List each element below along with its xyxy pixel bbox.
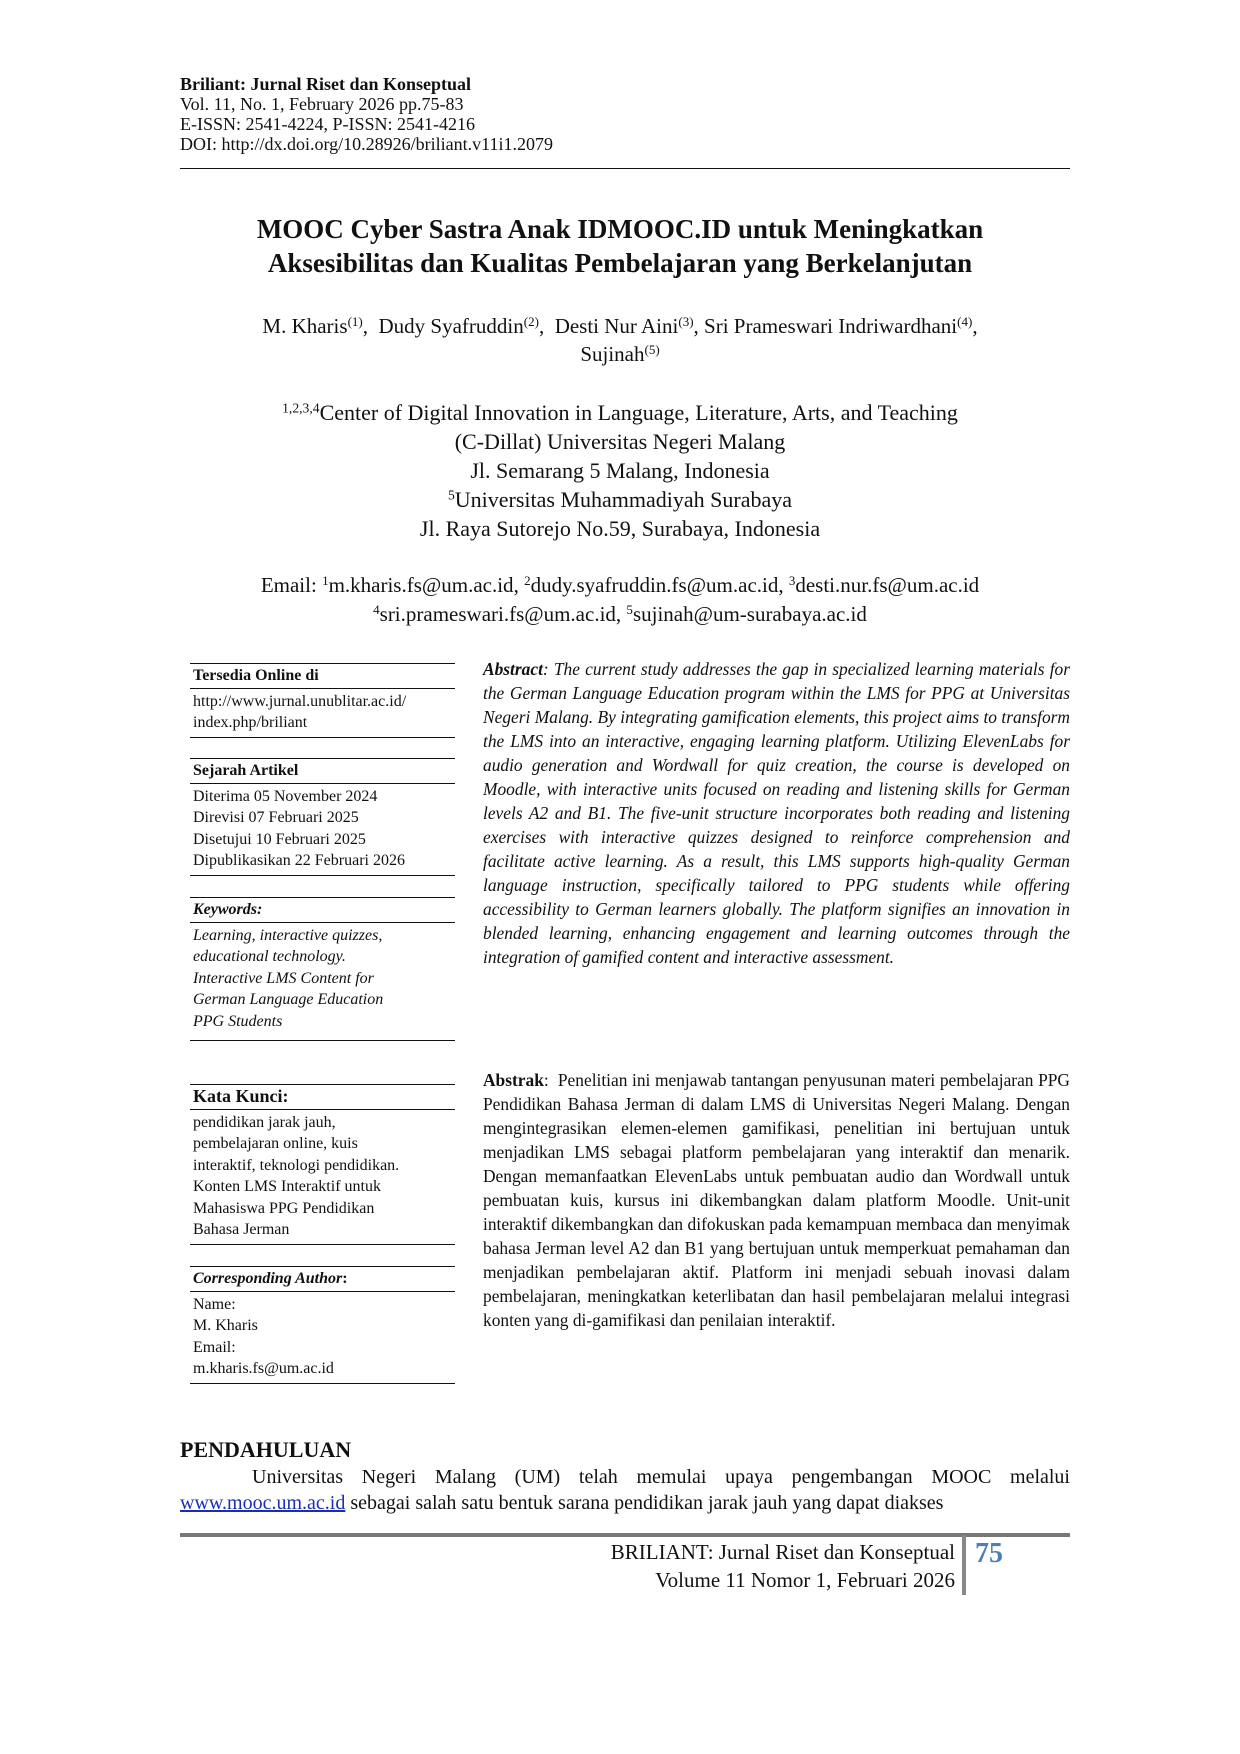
affiliation-line: Center of Digital Innovation in Language, Literature, Arts, and Teaching xyxy=(319,400,958,425)
abstract-label: Abstract xyxy=(483,659,543,679)
abstract-indonesian xyxy=(483,1068,1075,1332)
email-mark: 5 xyxy=(626,601,633,617)
corresponding-label: Corresponding Author xyxy=(193,1270,343,1287)
intro-text: Universitas Negeri Malang (UM) telah memulai upaya pengembangan MOOC melalui xyxy=(252,1466,1075,1488)
intro-text: sebagai salah satu bentuk sarana pendidikan jarak jauh yang dapat diakses xyxy=(345,1492,944,1514)
section-heading: PENDAHULUAN xyxy=(180,1437,352,1462)
issn-line: E-ISSN: 2541-4224, P-ISSN: 2541-4216 xyxy=(180,114,476,134)
author-sep: , xyxy=(538,314,555,338)
sidebar-kata-kunci-heading: Kata Kunci: xyxy=(190,1084,455,1110)
keyword-line: educational technology. xyxy=(193,948,346,965)
header-rule xyxy=(180,168,1070,169)
email-address: sujinah@um-surabaya.ac.id xyxy=(632,602,867,626)
author-mark: (1) xyxy=(347,313,363,329)
sidebar-keywords xyxy=(190,897,455,1041)
author-name: Dudy Syafruddin xyxy=(378,314,524,338)
journal-url: http://www.jurnal.unublitar.ac.id/ xyxy=(193,692,407,710)
email-mark: 4 xyxy=(373,601,380,617)
email-address: m.kharis.fs@um.ac.id xyxy=(328,573,514,597)
sidebar-corresponding-author xyxy=(190,1266,455,1384)
abstrak-text: : Penelitian ini menjawab tantangan penyusunan materi pembelajaran PPG Pendidikan Bahasa Jerman di dalam LMS di Universitas Negeri Malang. Dengan mengintegrasikan elemen-elemen gamifikasi, penelitian ini bertujuan untuk menjadikan LMS sebagai platform pembelajaran yang interaktif dan menarik. Dengan memanfaatkan ElevenLabs untuk pembuatan audio dan Wordwall untuk pembuatan kuis, kursus ini dikembangkan dalam platform Moodle. Unit-unit interaktif dikembangkan dan difokuskan pada kemampuan membaca dan menyimak bahasa Jerman level A2 dan B1 yang bertujuan untuk memperkuat pemahaman dan menjadikan pembelajaran aktif. Platform ini menjadi sebuah inovasi dalam pembelajaran, meningkatkan keterlibatan dan hasil pembelajaran melalui integrasi konten yang di-gamifikasi dan penilaian interaktif. xyxy=(483,1070,1075,1330)
author-mark: (5) xyxy=(644,341,660,357)
footer-line: BRILIANT: Jurnal Riset dan Konseptual xyxy=(610,1540,955,1564)
volume-line: Vol. 11, No. 1, February 2026 pp.75-83 xyxy=(180,94,464,114)
sidebar-online-body xyxy=(190,689,455,738)
sidebar-corresponding-heading xyxy=(190,1266,455,1292)
affiliation-line: Jl. Raya Sutorejo No.59, Surabaya, Indonesia xyxy=(419,516,821,541)
kata-kunci-line: Mahasiswa PPG Pendidikan xyxy=(193,1199,375,1217)
kata-kunci-line: Bahasa Jerman xyxy=(193,1221,290,1238)
kata-kunci-line: interaktif, teknologi pendidikan. xyxy=(193,1156,400,1174)
abstrak-label: Abstrak xyxy=(483,1070,544,1090)
abstract-text: : The current study addresses the gap in specialized learning materials for the German Language Education program within the LMS for PPG at Universitas Negeri Malang. By integrating gamification elements, this project aims to transform the LMS into an interactive, engaging learning platform. Utilizing ElevenLabs for audio generation and Wordwall for quiz creation, the course is developed on Moodle, with interactive units focused on reading and listening skills for German levels A2 and B1. The five-unit structure incorporates both reading and listening exercises with interactive quizzes designed to reinforce comprehension and facilitate active learning. As a result, this LMS supports high-quality German language instruction, specifically tailored to PPG students while offering accessibility to German learners globally. The platform signifies an innovation in blended learning, enhancing engagement and learning outcomes through the integration of gamified content and interactive assessment. xyxy=(483,659,1070,967)
author-name: Sri Prameswari Indriwardhani xyxy=(704,314,958,338)
paper-title-line-1: MOOC Cyber Sastra Anak IDMOOC.ID untuk Meningkatkan xyxy=(256,214,984,244)
email-address: desti.nur.fs@um.ac.id xyxy=(795,573,980,597)
sidebar-online xyxy=(190,663,455,738)
email-mark: 2 xyxy=(524,572,531,588)
author-name: M. Kharis xyxy=(262,314,348,338)
history-item: Diterima 05 November 2024 xyxy=(193,787,378,805)
email-label: Email: xyxy=(260,573,323,597)
abstract-english xyxy=(483,657,1070,969)
kata-kunci-line: pembelajaran online, kuis xyxy=(193,1135,358,1152)
author-list xyxy=(160,312,1080,368)
affiliations xyxy=(160,398,1080,543)
email-mark: 3 xyxy=(788,572,796,588)
affiliation-mark: 1,2,3,4 xyxy=(282,400,320,416)
sidebar-online-heading: Tersedia Online di xyxy=(190,663,455,689)
footer-rule xyxy=(180,1533,1070,1537)
affiliation-line: Jl. Semarang 5 Malang, Indonesia xyxy=(470,458,770,483)
kata-kunci-line: Konten LMS Interaktif untuk xyxy=(193,1178,381,1195)
corresponding-line: Email: xyxy=(193,1338,236,1356)
corresponding-line: m.kharis.fs@um.ac.id xyxy=(193,1360,334,1377)
author-sep: , xyxy=(693,314,705,338)
history-item: Dipublikasikan 22 Februari 2026 xyxy=(193,852,405,869)
history-item: Disetujui 10 Februari 2025 xyxy=(193,830,366,848)
sidebar-keywords-body xyxy=(190,923,455,1042)
keyword-line: German Language Education xyxy=(193,991,384,1008)
affiliation-line: Universitas Muhammadiyah Surabaya xyxy=(454,487,793,512)
journal-title: Briliant: Jurnal Riset dan Konseptual xyxy=(180,74,472,94)
keyword-line: PPG Students xyxy=(193,1012,283,1030)
author-mark: (4) xyxy=(957,313,973,329)
sidebar-kata-kunci xyxy=(190,1084,455,1245)
footer-line: Volume 11 Nomor 1, Februari 2026 xyxy=(655,1568,955,1592)
history-item: Direvisi 07 Februari 2025 xyxy=(193,809,359,826)
mooc-link[interactable]: www.mooc.um.ac.id xyxy=(180,1492,346,1514)
corresponding-line: Name: xyxy=(193,1295,236,1313)
journal-url: index.php/briliant xyxy=(193,714,308,731)
email-sep: , xyxy=(513,573,525,597)
paper-title xyxy=(160,212,1080,280)
email-address: dudy.syafruddin.fs@um.ac.id xyxy=(530,573,779,597)
paper-title-line-2: Aksesibilitas dan Kualitas Pembelajaran yang Berkelanjutan xyxy=(267,248,973,278)
keyword-line: Interactive LMS Content for xyxy=(193,969,374,987)
author-mark: (3) xyxy=(678,313,694,329)
author-mark: (2) xyxy=(523,313,539,329)
author-name: Desti Nur Aini xyxy=(554,314,679,338)
corresponding-line: M. Kharis xyxy=(193,1317,258,1334)
sidebar-history-heading: Sejarah Artikel xyxy=(190,758,455,784)
author-sep: , xyxy=(362,314,379,338)
page-number: 75 xyxy=(975,1538,1003,1569)
email-sep: , xyxy=(778,573,789,597)
affiliation-mark: 5 xyxy=(447,487,455,503)
sidebar-history-body xyxy=(190,784,455,876)
corresponding-colon: : xyxy=(342,1270,348,1287)
author-name: Sujinah xyxy=(580,342,645,366)
email-sep: , xyxy=(615,602,627,626)
intro-paragraph xyxy=(180,1464,1075,1516)
author-sep: , xyxy=(972,314,978,338)
keyword-line: Learning, interactive quizzes, xyxy=(193,926,383,944)
footer-journal xyxy=(480,1538,955,1594)
sidebar-kata-kunci-body xyxy=(190,1110,455,1245)
footer-divider xyxy=(962,1535,966,1595)
kata-kunci-line: pendidikan jarak jauh, xyxy=(193,1113,336,1131)
author-emails xyxy=(160,571,1080,629)
sidebar-history xyxy=(190,758,455,876)
email-address: sri.prameswari.fs@um.ac.id xyxy=(379,602,616,626)
email-mark: 1 xyxy=(322,572,329,588)
sidebar-keywords-heading: Keywords: xyxy=(190,897,455,923)
journal-header xyxy=(180,74,1070,154)
doi-line: DOI: http://dx.doi.org/10.28926/briliant.v11i1.2079 xyxy=(180,134,553,154)
affiliation-line: (C-Dillat) Universitas Negeri Malang xyxy=(454,429,786,454)
sidebar-corresponding-body xyxy=(190,1292,455,1384)
